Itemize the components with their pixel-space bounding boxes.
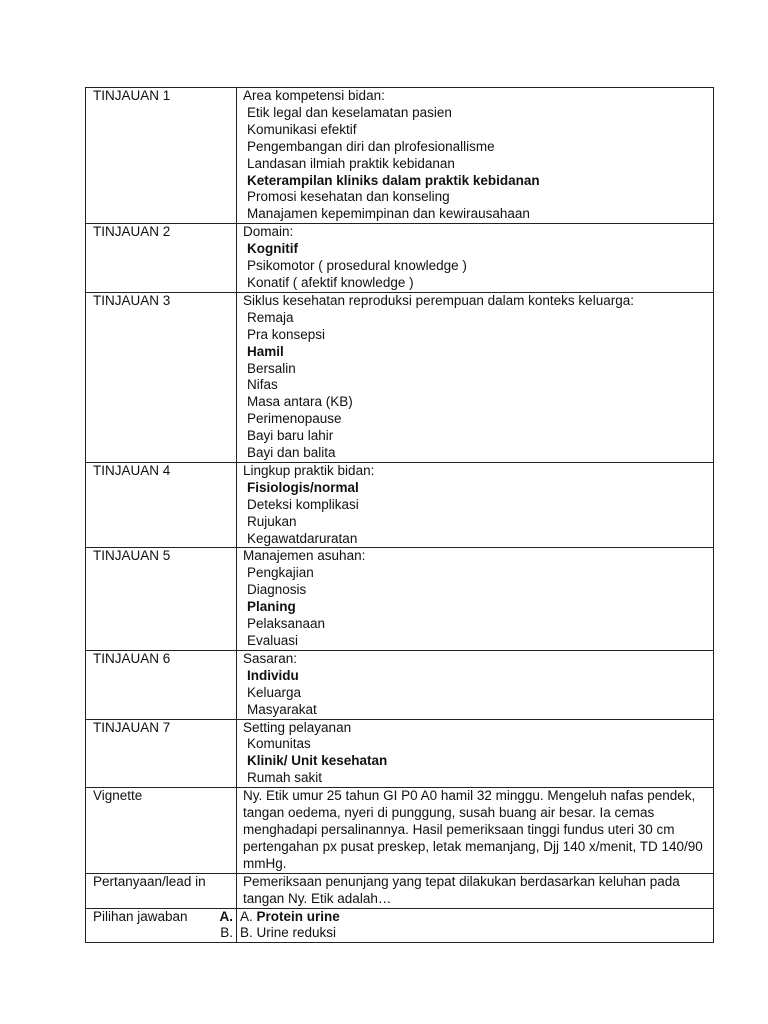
tinjauan-item-selected: Kognitif [247, 241, 298, 257]
tinjauan-heading: Domain: [243, 224, 294, 240]
tinjauan-heading: Area kompetensi bidan: [243, 88, 385, 103]
tinjauan-content [237, 88, 714, 224]
choices-label-cell [86, 908, 237, 943]
tinjauan-heading: Manajemen asuhan: [243, 548, 366, 564]
tinjauan-label: TINJAUAN 7 [86, 719, 237, 788]
tinjauan-item: Bersalin [247, 360, 296, 376]
tinjauan-item: Manajamen kepemimpinan dan kewirausahaan [247, 206, 530, 222]
choice-letters [220, 909, 234, 943]
lead-in-text: Pemeriksaan penunjang yang tepat dilakukan berdasarkan keluhan pada tangan Ny. Etik adalah… [237, 873, 714, 908]
tinjauan-row [86, 292, 714, 462]
vignette-row [86, 788, 714, 874]
tinjauan-item: Diagnosis [247, 582, 307, 598]
choice-text-b: Urine reduksi [256, 925, 337, 941]
tinjauan-label: TINJAUAN 1 [86, 88, 237, 224]
choices-cell [237, 908, 714, 943]
choice-option-b [240, 925, 709, 942]
tinjauan-heading: Setting pelayanan [243, 719, 352, 735]
tinjauan-label: TINJAUAN 5 [86, 548, 237, 650]
tinjauan-item: Rumah sakit [247, 770, 323, 786]
exam-blueprint-table [85, 87, 714, 943]
tinjauan-item: Deteksi komplikasi [247, 496, 359, 512]
tinjauan-item: Bayi baru lahir [247, 428, 334, 444]
tinjauan-content [237, 548, 714, 650]
tinjauan-item-selected: Planing [247, 599, 296, 615]
tinjauan-item: Pra konsepsi [247, 326, 326, 342]
choice-letter-b: B. [220, 925, 233, 941]
choice-prefix-b: B. [240, 925, 253, 941]
tinjauan-label: TINJAUAN 3 [86, 292, 237, 462]
lead-in-row [86, 873, 714, 908]
tinjauan-item: Keluarga [247, 684, 302, 700]
tinjauan-row [86, 650, 714, 719]
tinjauan-item-selected: Individu [247, 667, 299, 683]
choice-option-a [240, 909, 709, 926]
tinjauan-item: Landasan ilmiah praktik kebidanan [247, 155, 455, 171]
choices-row [86, 908, 714, 943]
choice-letter-a: A. [219, 908, 233, 924]
tinjauan-item: Bayi dan balita [247, 445, 336, 461]
tinjauan-content [237, 292, 714, 462]
tinjauan-item: Komunikasi efektif [247, 121, 357, 137]
tinjauan-heading: Siklus kesehatan reproduksi perempuan dalam konteks keluarga: [243, 292, 634, 308]
tinjauan-item: Pengkajian [247, 565, 314, 581]
tinjauan-label: TINJAUAN 6 [86, 650, 237, 719]
tinjauan-item: Evaluasi [247, 633, 299, 648]
tinjauan-label: TINJAUAN 2 [86, 224, 237, 293]
tinjauan-row [86, 548, 714, 650]
tinjauan-item: Psikomotor ( prosedural knowledge ) [247, 258, 467, 274]
tinjauan-item: Komunitas [247, 736, 311, 752]
tinjauan-item: Perimenopause [247, 411, 342, 427]
tinjauan-item: Pengembangan diri dan plrofesionallisme [247, 138, 495, 154]
tinjauan-item: Pelaksanaan [247, 616, 326, 632]
tinjauan-content [237, 462, 714, 548]
tinjauan-content [237, 224, 714, 293]
tinjauan-item-selected: Fisiologis/normal [247, 479, 359, 495]
tinjauan-item: Etik legal dan keselamatan pasien [247, 104, 452, 120]
choice-text-a: Protein urine [256, 908, 340, 924]
tinjauan-row [86, 224, 714, 293]
lead-in-label: Pertanyaan/lead in [86, 873, 237, 908]
tinjauan-content [237, 719, 714, 788]
tinjauan-item: Nifas [247, 377, 278, 393]
tinjauan-item: Rujukan [247, 513, 297, 529]
tinjauan-item: Masyarakat [247, 701, 317, 717]
tinjauan-item: Remaja [247, 309, 294, 325]
tinjauan-item: Kegawatdaruratan [247, 530, 358, 546]
tinjauan-row [86, 462, 714, 548]
tinjauan-item-selected: Klinik/ Unit kesehatan [247, 753, 388, 769]
tinjauan-item: Masa antara (KB) [247, 394, 353, 410]
tinjauan-heading: Lingkup praktik bidan: [243, 462, 375, 478]
tinjauan-heading: Sasaran: [243, 650, 298, 666]
tinjauan-content [237, 650, 714, 719]
tinjauan-label: TINJAUAN 4 [86, 462, 237, 548]
tinjauan-row [86, 88, 714, 224]
choices-label: Pilihan jawaban [93, 908, 188, 924]
vignette-label: Vignette [86, 788, 237, 874]
tinjauan-item-selected: Hamil [247, 343, 284, 359]
tinjauan-item: Konatif ( afektif knowledge ) [247, 274, 414, 290]
choice-prefix-a: A. [240, 908, 253, 924]
tinjauan-item-selected: Keterampilan kliniks dalam praktik kebidanan [247, 172, 540, 188]
tinjauan-row [86, 719, 714, 788]
tinjauan-item: Promosi kesehatan dan konseling [247, 189, 450, 205]
vignette-text: Ny. Etik umur 25 tahun GI P0 A0 hamil 32 minggu. Mengeluh nafas pendek, tangan oedema, nyeri di punggung, susah buang air besar. Ia cemas menghadapi persalinannya. Hasil pemeriksaan tinggi fundus uteri 30 cm pertengahan px pusat preskep, letak memanjang, Djj 140 x/menit, TD 140/90 mmHg. [237, 788, 714, 874]
